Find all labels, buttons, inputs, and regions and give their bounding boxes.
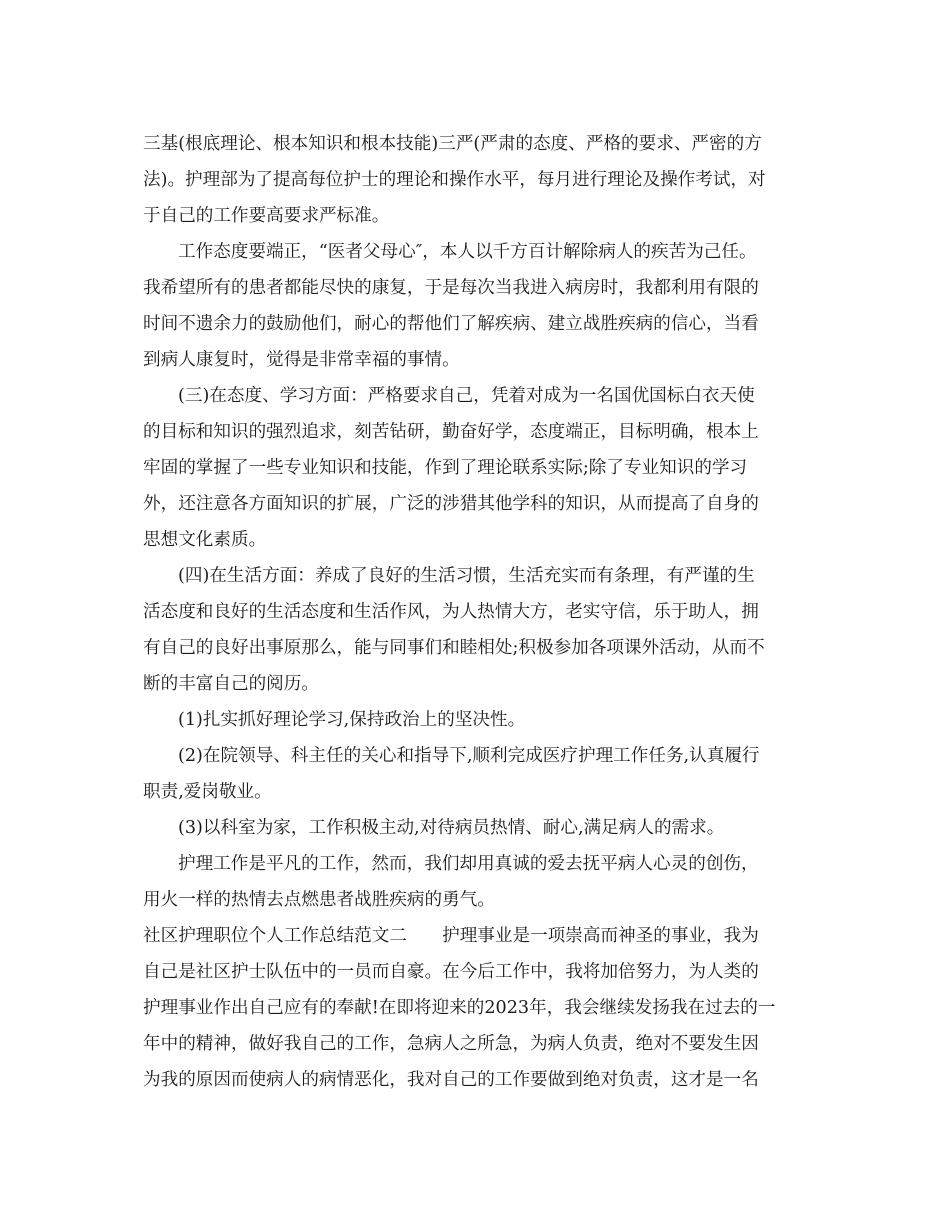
text-line-24: 自己是社区护士队伍中的一员而自豪。在今后工作中，我将加倍努力，为人类的 [143, 962, 759, 982]
text-line-25: 护理事业作出自己应有的奉献!在即将迎来的2023年，我会继续发扬我在过去的一 [143, 998, 776, 1018]
text-line-20: (3)以科室为家，工作积极主动,对待病员热情、耐心,满足病人的需求。 [178, 818, 725, 838]
text-line-18: (2)在院领导、科主任的关心和指导下,顺利完成医疗护理工作任务,认真履行 [178, 746, 760, 766]
text-line-22: 用火一样的热情去点燃患者战胜疾病的勇气。 [143, 890, 495, 910]
text-line-21: 护理工作是平凡的工作，然而，我们却用真诚的爱去抚平病人心灵的创伤， [178, 854, 759, 874]
text-line-13: (四)在生活方面：养成了良好的生活习惯，生活充实而有条理，有严谨的生 [178, 566, 755, 586]
text-line-26: 年中的精神，做好我自己的工作，急病人之所急，为病人负责，绝对不要发生因 [143, 1034, 759, 1054]
text-line-2: 法)。护理部为了提高每位护士的理论和操作水平，每月进行理论及操作考试，对 [143, 170, 766, 190]
text-line-19: 职责,爱岗敬业。 [143, 782, 272, 802]
text-line-12: 思想文化素质。 [143, 530, 267, 550]
text-line-14: 活态度和良好的生活态度和生活作风，为人热情大方，老实守信，乐于助人，拥 [143, 602, 759, 622]
text-line-27: 为我的原因而使病人的病情恶化，我对自己的工作要做到绝对负责，这才是一名 [143, 1070, 759, 1090]
text-line-15: 有自己的良好出事原那么，能与同事们和睦相处;积极参加各项课外活动，从而不 [143, 638, 765, 658]
text-line-1: 三基(根底理论、根本知识和根本技能)三严(严肃的态度、严格的要求、严密的方 [143, 134, 762, 154]
text-line-23: 社区护理职位个人工作总结范文二 护理事业是一项崇高而神圣的事业，我为 [143, 926, 759, 946]
text-line-17: (1)扎实抓好理论学习,保持政治上的坚决性。 [178, 710, 526, 730]
text-line-11: 外，还注意各方面知识的扩展，广泛的涉猎其他学科的知识，从而提高了自身的 [143, 494, 759, 514]
text-line-5: 我希望所有的患者都能尽快的康复，于是每次当我进入病房时，我都利用有限的 [143, 278, 759, 298]
text-line-9: 的目标和知识的强烈追求，刻苦钻研，勤奋好学，态度端正，目标明确，根本上 [143, 422, 759, 442]
text-line-10: 牢固的掌握了一些专业知识和技能，作到了理论联系实际;除了专业知识的学习 [143, 458, 748, 478]
text-line-8: (三)在态度、学习方面：严格要求自己，凭着对成为一名国优国标白衣天使 [178, 386, 755, 406]
text-line-3: 于自己的工作要高要求严标准。 [143, 206, 390, 226]
text-line-16: 断的丰富自己的阅历。 [143, 674, 319, 694]
text-line-6: 时间不遗余力的鼓励他们，耐心的帮他们了解疾病、建立战胜疾病的信心，当看 [143, 314, 759, 334]
text-line-4: 工作态度要端正，“医者父母心″，本人以千方百计解除病人的疾苦为己任。 [178, 242, 757, 262]
text-line-7: 到病人康复时，觉得是非常幸福的事情。 [143, 350, 460, 370]
